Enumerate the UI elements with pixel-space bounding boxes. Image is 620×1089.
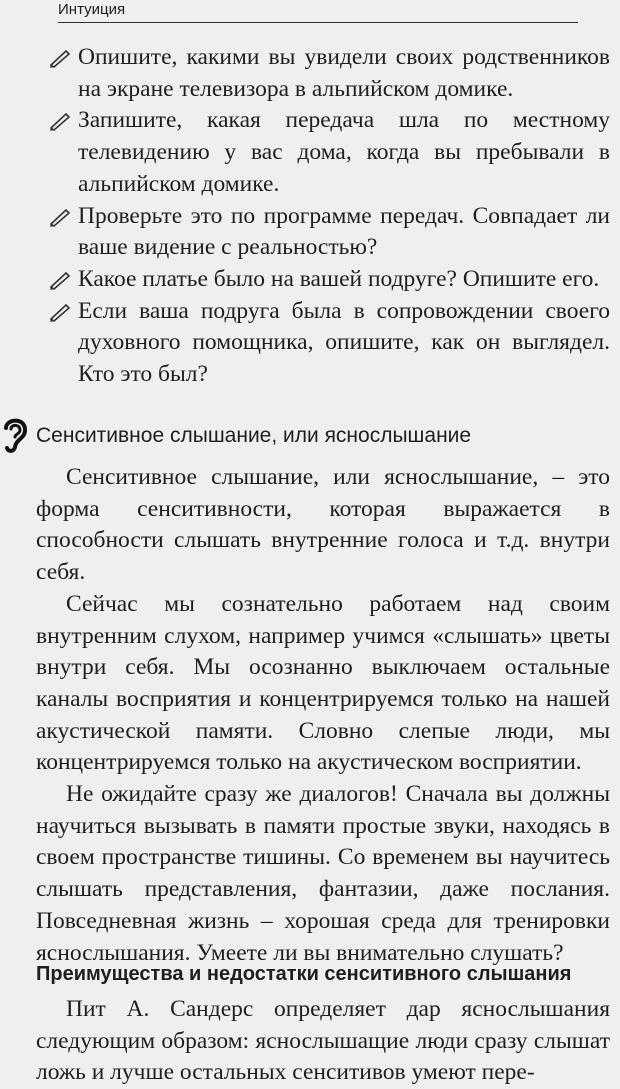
pencil-icon	[48, 270, 72, 290]
section-body	[36, 462, 610, 969]
pencil-icon	[48, 302, 72, 322]
list-item	[78, 105, 610, 200]
exercise-list	[78, 42, 610, 391]
list-item-text: Опишите, какими вы увидели своих родственников на экране телевизора в альпийском домике.	[78, 44, 610, 102]
ear-icon	[0, 414, 30, 454]
list-item	[78, 201, 610, 264]
paragraph: Не ожидайте сразу же диалогов! Сначала вы должны научиться вызывать в памяти простые звуки, находясь в своем пространстве тишины. Со временем вы научитесь слышать представления, фантазии, даже послания. Повседневная жизнь – хорошая среда для тренировки яснослышания. Умеете ли вы внимательно слушать?	[36, 781, 610, 966]
paragraph: Пит А. Сандерс определяет дар яснослышания следующим образом: яснослышащие люди сразу слышат ложь и лучше остальных сенситивов умеют пере-	[36, 996, 610, 1086]
list-item-text: Какое платье было на вашей подруге? Опишите его.	[78, 265, 600, 292]
list-item-text: Если ваша подруга была в сопровождении своего духовного помощника, опишите, как он выглядел. Кто это был?	[78, 297, 610, 388]
pencil-icon	[48, 111, 72, 131]
pencil-icon	[48, 207, 72, 227]
paragraph: Сейчас мы сознательно работаем над своим внутренним слухом, например учимся «слышать» цветы внутри себя. Мы осознанно выключаем остальные каналы восприятия и концентрируемся только на нашей акустической памяти. Словно слепые люди, мы концентрируемся только на акустическом восприятии.	[36, 590, 610, 776]
running-head: Интуиция	[58, 0, 578, 23]
list-item-text: Проверьте это по программе передач. Совпадает ли ваше видение с реальностью?	[78, 202, 610, 261]
list-item	[78, 296, 610, 391]
list-item	[78, 42, 610, 105]
pencil-icon	[48, 48, 72, 68]
list-item-text: Запишите, какая передача шла по местному телевидению у вас дома, когда вы пребывали в альпийском домике.	[78, 107, 610, 197]
list-item	[78, 264, 610, 296]
subheading: Преимущества и недостатки сенситивного слышания	[36, 963, 572, 985]
section-title: Сенситивное слышание, или яснослышание	[36, 424, 472, 447]
paragraph: Сенситивное слышание, или яснослышание, – это форма сенситивности, которая выражается в способности слышать внутренние голоса и т.д. внутри себя.	[36, 464, 610, 586]
subsection-body	[36, 994, 610, 1089]
